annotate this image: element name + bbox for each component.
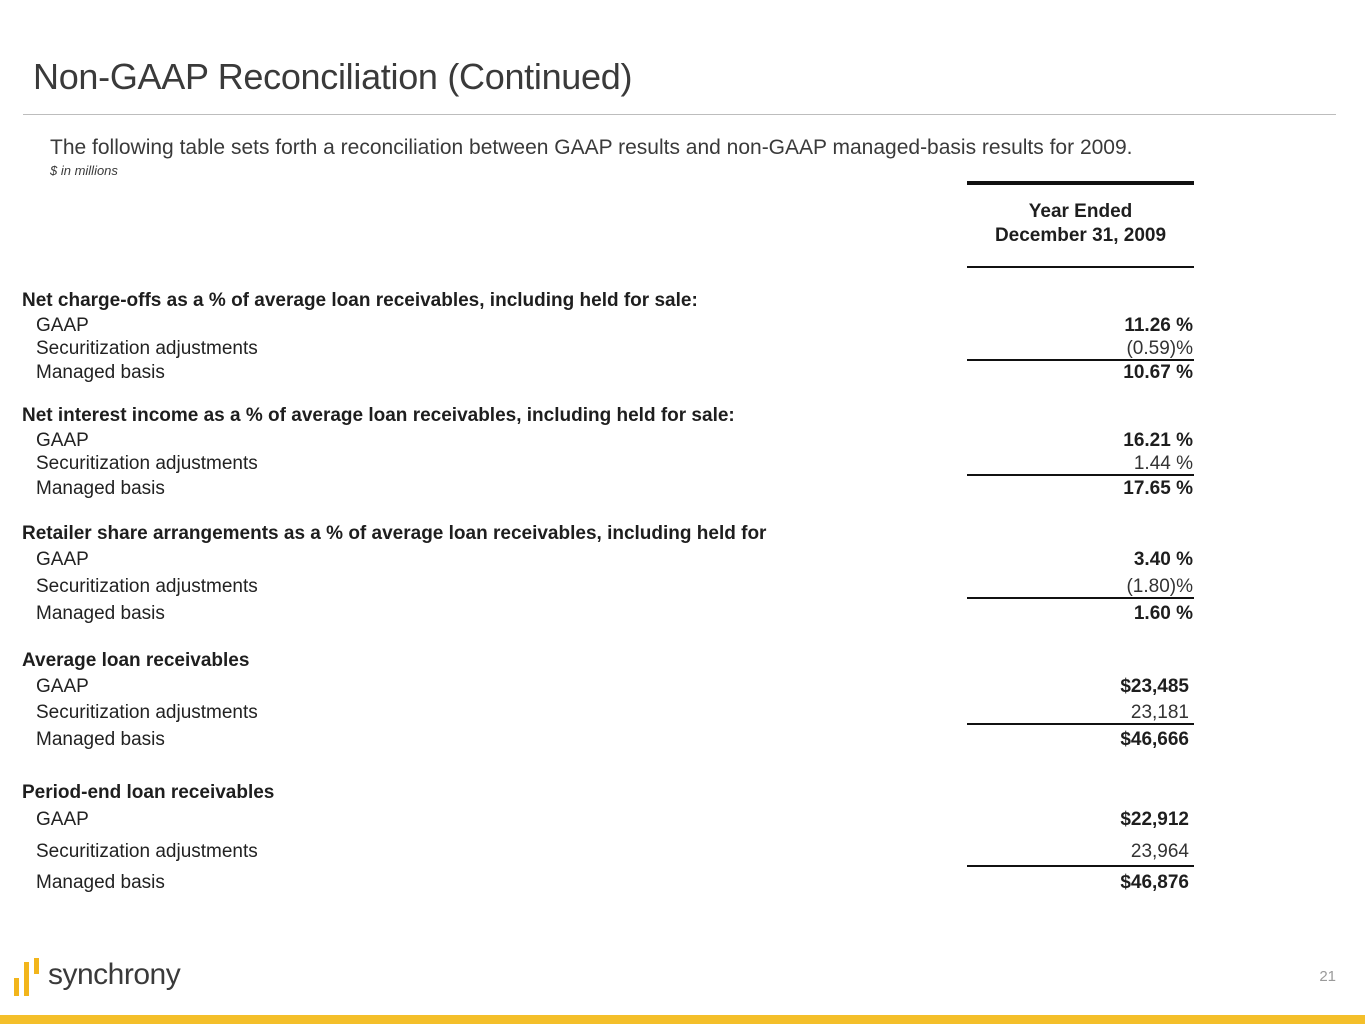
section-heading-average-loan-receivables: Average loan receivables xyxy=(22,650,250,671)
row-label-managed-basis: Managed basis xyxy=(36,478,165,499)
row-label-managed-basis: Managed basis xyxy=(36,603,165,624)
title-divider xyxy=(23,114,1336,115)
subtotal-rule xyxy=(967,597,1194,599)
footer-accent-bar xyxy=(0,1015,1365,1024)
logo-bar-icon xyxy=(24,962,29,996)
row-value-gaap: 11.26 % xyxy=(1124,315,1193,336)
page-number: 21 xyxy=(1319,968,1336,985)
logo-wordmark: synchrony xyxy=(48,958,181,991)
row-label-managed-basis: Managed basis xyxy=(36,362,165,383)
row-value-managed-basis: $46,876 xyxy=(1120,872,1189,893)
subtotal-rule xyxy=(967,723,1194,725)
row-label-managed-basis: Managed basis xyxy=(36,729,165,750)
row-label-securitization: Securitization adjustments xyxy=(36,841,258,862)
row-value-gaap: $23,485 xyxy=(1120,676,1189,697)
section-heading-net-charge-offs: Net charge-offs as a % of average loan receivables, including held for sale: xyxy=(22,290,698,311)
column-header xyxy=(967,200,1194,248)
row-label-managed-basis: Managed basis xyxy=(36,872,165,893)
row-value-managed-basis: $46,666 xyxy=(1120,729,1189,750)
column-header-line1: Year Ended xyxy=(1028,201,1133,222)
row-label-gaap: GAAP xyxy=(36,430,89,451)
column-header-top-rule xyxy=(967,181,1194,185)
subtotal-rule xyxy=(967,359,1194,361)
row-label-gaap: GAAP xyxy=(36,315,89,336)
row-label-gaap: GAAP xyxy=(36,549,89,570)
row-value-securitization: (0.59)% xyxy=(1126,338,1193,359)
section-heading-net-interest-income: Net interest income as a % of average loan receivables, including held for sale: xyxy=(22,405,735,426)
row-value-managed-basis: 1.60 % xyxy=(1133,603,1193,624)
column-header-line2: December 31, 2009 xyxy=(994,225,1167,246)
column-header-bottom-rule xyxy=(967,266,1194,268)
intro-text: The following table sets forth a reconciliation between GAAP results and non-GAAP managed-basis results for 2009. xyxy=(50,136,1133,159)
row-label-securitization: Securitization adjustments xyxy=(36,576,258,597)
row-value-gaap: 16.21 % xyxy=(1123,430,1193,451)
row-value-gaap: 3.40 % xyxy=(1133,549,1193,570)
synchrony-logo xyxy=(14,956,214,998)
slide-title: Non-GAAP Reconciliation (Continued) xyxy=(33,56,633,97)
row-label-gaap: GAAP xyxy=(36,676,89,697)
section-heading-period-end-loan-receivables: Period-end loan receivables xyxy=(22,782,275,803)
row-value-securitization: 23,181 xyxy=(1130,702,1189,723)
section-heading-retailer-share: Retailer share arrangements as a % of average loan receivables, including held for xyxy=(22,523,767,544)
logo-bar-icon xyxy=(34,958,39,974)
row-value-securitization: 1.44 % xyxy=(1133,453,1193,474)
row-value-managed-basis: 10.67 % xyxy=(1123,362,1193,383)
row-value-securitization: 23,964 xyxy=(1130,841,1189,862)
row-label-securitization: Securitization adjustments xyxy=(36,338,258,359)
row-value-gaap: $22,912 xyxy=(1120,809,1189,830)
row-label-gaap: GAAP xyxy=(36,809,89,830)
row-label-securitization: Securitization adjustments xyxy=(36,453,258,474)
logo-bar-icon xyxy=(14,978,19,996)
row-value-securitization: (1.80)% xyxy=(1126,576,1193,597)
subtotal-rule xyxy=(967,474,1194,476)
row-value-managed-basis: 17.65 % xyxy=(1123,478,1193,499)
subtotal-rule xyxy=(967,865,1194,867)
units-note: $ in millions xyxy=(50,163,118,178)
row-label-securitization: Securitization adjustments xyxy=(36,702,258,723)
